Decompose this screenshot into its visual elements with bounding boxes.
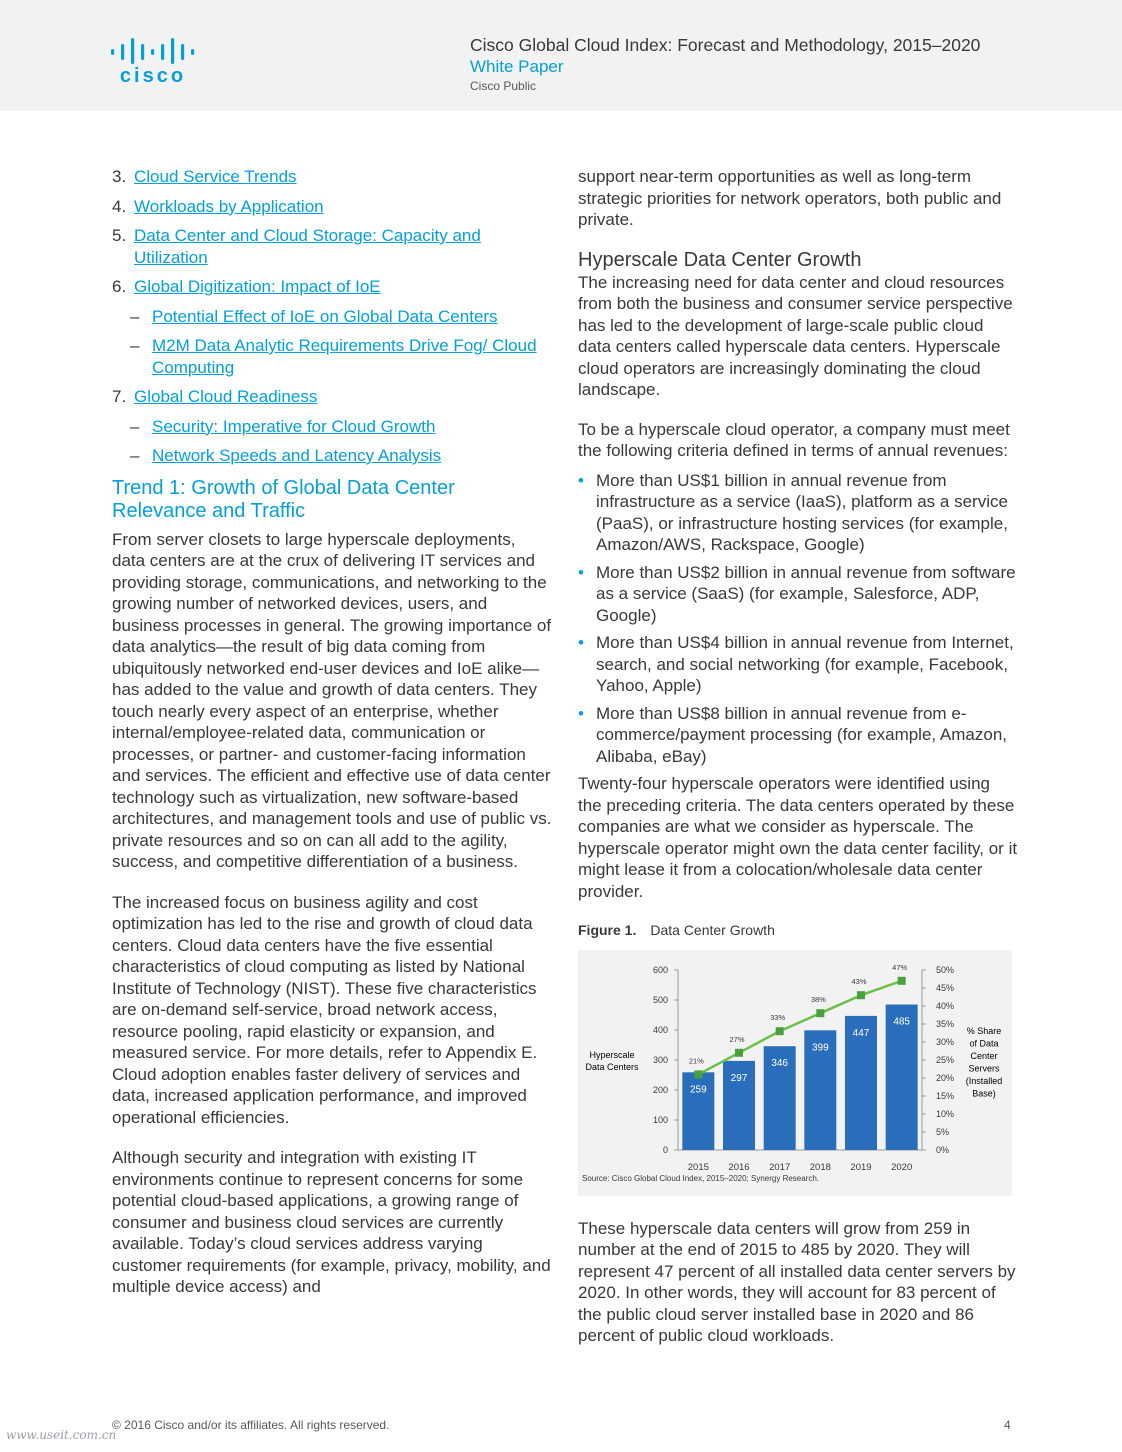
dash-marker: –: [130, 446, 140, 465]
chart-source: Source: Cisco Global Cloud Index, 2015–2020; Synergy Research.: [582, 1174, 820, 1183]
toc-subitem: [112, 416, 552, 438]
line-point: [857, 991, 865, 999]
document-title: Cisco Global Cloud Index: Forecast and Methodology, 2015–2020: [470, 35, 981, 55]
list-item-text: More than US$2 billion in annual revenue from software as a service (SaaS) (for example, Salesforce, ADP, Google): [596, 562, 1016, 625]
y-right-tick-label: 35%: [936, 1018, 955, 1029]
line-point: [816, 1009, 824, 1017]
y-right-tick-label: 25%: [936, 1054, 955, 1065]
bar-value-label: 447: [852, 1027, 870, 1039]
toc-subitem: [112, 306, 552, 328]
logo-text: cisco: [119, 65, 187, 86]
line-value-label: 43%: [851, 976, 867, 986]
bar-value-label: 485: [893, 1016, 911, 1027]
toc-link-storage[interactable]: Data Center and Cloud Storage: Capacity and Utilization: [134, 226, 481, 267]
toc-subitem: [112, 445, 552, 467]
body-paragraph: From server closets to large hyperscale deployments, data centers are at the crux of delivering IT services and providing storage, communications, and networking to the growing number of networked devices, users, and business processes in general. The growing importance of data analytics—the result of big data coming from ubiquitously networked end-user devices and IoE alike—has added to the value and growth of data centers. They touch nearly every aspect of an enterprise, whether internal/employee-related data, communication or processes, or partner- and customer-facing information and services. The efficient and effective use of data center technology such as virtualization, new software-based architectures, and management tools and use of public vs. private resources and so on can all add to the agility, success, and competitive differentiation of a business.: [112, 529, 552, 871]
y-right-tick-label: 40%: [936, 1000, 955, 1011]
figure-caption: [578, 920, 1018, 942]
left-column: [112, 166, 552, 1311]
line-value-label: 21%: [688, 1055, 704, 1065]
y-tick-label: 500: [652, 994, 668, 1005]
toc-list: [112, 166, 552, 467]
criteria-list: [578, 470, 1018, 768]
y-right-axis-title: Center: [970, 1050, 998, 1061]
y-tick-label: 200: [652, 1084, 668, 1095]
toc-link-workloads[interactable]: Workloads by Application: [134, 196, 324, 216]
line-point: [776, 1027, 784, 1035]
toc-item: [112, 276, 552, 298]
body-paragraph: The increased focus on business agility and cost optimization has led to the rise and growth of cloud data centers. Cloud data centers have the five essential characteristics of cloud computing as listed by National Institute of Technology (NIST). These five characteristics are on-demand self-service, broad network access, resource pooling, rapid elasticity or expansion, and measured service. For more details, refer to Appendix E. Cloud adoption enables faster delivery of services and data, increased application performance, and improved operational efficiencies.: [112, 892, 538, 1127]
toc-number: 6.: [112, 277, 127, 296]
y-right-axis-title: % Share: [966, 1025, 1002, 1036]
y-axis-title: Data Centers: [585, 1061, 639, 1072]
y-axis-title: Hyperscale: [589, 1049, 635, 1060]
x-tick-label: 2019: [850, 1161, 872, 1173]
y-right-axis-title: (Installed: [965, 1075, 1003, 1086]
bullet-icon: •: [578, 703, 584, 723]
bullet-icon: •: [578, 562, 584, 582]
cisco-logo: [110, 36, 200, 86]
line-point: [694, 1070, 702, 1078]
x-tick-label: 2017: [769, 1161, 791, 1173]
page-number: 4: [1004, 1418, 1011, 1432]
toc-number: 3.: [112, 167, 127, 186]
list-item: [578, 562, 1018, 627]
line-value-label: 47%: [892, 962, 908, 972]
line-value-label: 27%: [729, 1034, 745, 1044]
list-item-text: More than US$8 billion in annual revenue from e-commerce/payment processing (for example, Amazon, Alibaba, eBay): [596, 703, 1008, 766]
toc-link-ioe-effect[interactable]: Potential Effect of IoE on Global Data Centers: [152, 306, 498, 326]
right-column: [578, 166, 1018, 1360]
bar-value-label: 259: [689, 1083, 707, 1095]
toc-subitem: [112, 335, 552, 378]
footer-copyright: © 2016 Cisco and/or its affiliates. All rights reserved.: [112, 1418, 390, 1432]
y-right-axis-title: Servers: [968, 1063, 1000, 1073]
list-item: [578, 470, 1018, 556]
section-heading: Hyperscale Data Center Growth: [578, 248, 862, 271]
toc-link-network-speeds[interactable]: Network Speeds and Latency Analysis: [152, 446, 442, 465]
y-right-tick-label: 45%: [936, 982, 955, 993]
watermark: www.useit.com.cn: [6, 1428, 117, 1442]
dash-marker: –: [130, 336, 140, 355]
trend-heading: Trend 1: Growth of Global Data Center Relevance and Traffic: [112, 476, 455, 522]
data-center-growth-chart: [578, 950, 1012, 1196]
y-tick-label: 300: [652, 1054, 668, 1065]
toc-item: [112, 225, 552, 268]
bullet-icon: •: [578, 470, 584, 490]
y-tick-label: 400: [652, 1024, 668, 1035]
page-header: [0, 0, 1122, 111]
toc-item: [112, 166, 552, 188]
list-item: [578, 632, 1018, 697]
y-right-tick-label: 15%: [936, 1090, 955, 1101]
x-tick-label: 2016: [728, 1161, 750, 1173]
list-item-text: More than US$1 billion in annual revenue from infrastructure as a service (IaaS), platform as a service (PaaS), or infrastructure hosting services (for example, Amazon/AWS, Rackspace, Google): [596, 470, 1008, 554]
list-item-text: More than US$4 billion in annual revenue from Internet, search, and social networking (for example, Facebook, Yahoo, Apple): [596, 633, 1014, 695]
y-right-axis-title: Base): [972, 1088, 996, 1098]
body-paragraph: Although security and integration with existing IT environments continue to represent concerns for some potential cloud-based applications, a growing range of consumer and business cloud services are currently available. Today’s cloud services address varying customer requirements (for example, privacy, mobility, and multiple device access) and: [112, 1148, 551, 1296]
bar-value-label: 346: [771, 1057, 789, 1069]
figure-title: Data Center Growth: [650, 922, 775, 938]
line-value-label: 33%: [770, 1012, 786, 1022]
y-right-axis-title: of Data: [969, 1038, 999, 1048]
bar-value-label: 297: [730, 1072, 748, 1084]
body-paragraph: To be a hyperscale cloud operator, a company must meet the following criteria defined in terms of annual revenues:: [578, 419, 1010, 460]
line-point: [735, 1048, 743, 1056]
bar-value-label: 399: [811, 1041, 829, 1053]
x-tick-label: 2020: [891, 1161, 913, 1173]
classification-label: Cisco Public: [470, 79, 537, 93]
dash-marker: –: [130, 416, 140, 436]
list-item: [578, 703, 1018, 768]
x-tick-label: 2018: [809, 1161, 831, 1173]
toc-link-cloud-service-trends[interactable]: Cloud Service Trends: [134, 167, 297, 186]
figure-label: Figure 1.: [578, 922, 637, 938]
body-paragraph: Twenty-four hyperscale operators were identified using the preceding criteria. The data centers operated by these companies are what we consider as hyperscale. The hyperscale operator might own the data center facility, or it might lease it from a colocation/wholesale data center provider.: [578, 774, 1018, 901]
line-point: [898, 976, 906, 984]
chart-svg: [578, 950, 1012, 1196]
x-tick-label: 2015: [687, 1161, 709, 1173]
y-right-tick-label: 20%: [936, 1072, 955, 1083]
body-paragraph: These hyperscale data centers will grow from 259 in number at the end of 2015 to 485 by 2020. They will represent 47 percent of all installed data center servers by 2020. In other words, they will account for 83 percent of the public cloud server installed base in 2020 and 86 percent of public cloud workloads.: [578, 1218, 1016, 1345]
toc-link-security[interactable]: Security: Imperative for Cloud Growth: [152, 416, 436, 436]
toc-item: [112, 386, 552, 408]
y-tick-label: 0: [662, 1144, 668, 1155]
y-right-tick-label: 0%: [936, 1144, 950, 1155]
y-tick-label: 600: [652, 964, 668, 975]
toc-number: 7.: [112, 387, 127, 406]
document-subtitle: White Paper: [470, 57, 564, 76]
toc-number: 4.: [112, 196, 127, 216]
line-value-label: 38%: [810, 994, 826, 1004]
dash-marker: –: [130, 306, 140, 326]
y-right-tick-label: 50%: [936, 964, 955, 975]
toc-number: 5.: [112, 226, 127, 245]
y-right-tick-label: 10%: [936, 1108, 955, 1119]
y-right-tick-label: 5%: [936, 1126, 950, 1137]
toc-item: [112, 196, 552, 218]
toc-link-digitization[interactable]: Global Digitization: Impact of IoE: [134, 277, 381, 296]
bullet-icon: •: [578, 633, 584, 652]
body-paragraph: The increasing need for data center and cloud resources from both the business and consumer service perspective has led to the development of large-scale public cloud data centers called hyperscale data centers. Hyperscale cloud operators are increasingly dominating the cloud landscape.: [578, 272, 1013, 399]
toc-link-m2m[interactable]: M2M Data Analytic Requirements Drive Fog/ Cloud Computing: [152, 336, 537, 377]
y-right-tick-label: 30%: [936, 1036, 955, 1047]
body-paragraph: support near-term opportunities as well as long-term strategic priorities for network operators, both public and private.: [578, 167, 1002, 229]
y-tick-label: 100: [652, 1114, 668, 1125]
toc-link-readiness[interactable]: Global Cloud Readiness: [134, 387, 318, 406]
